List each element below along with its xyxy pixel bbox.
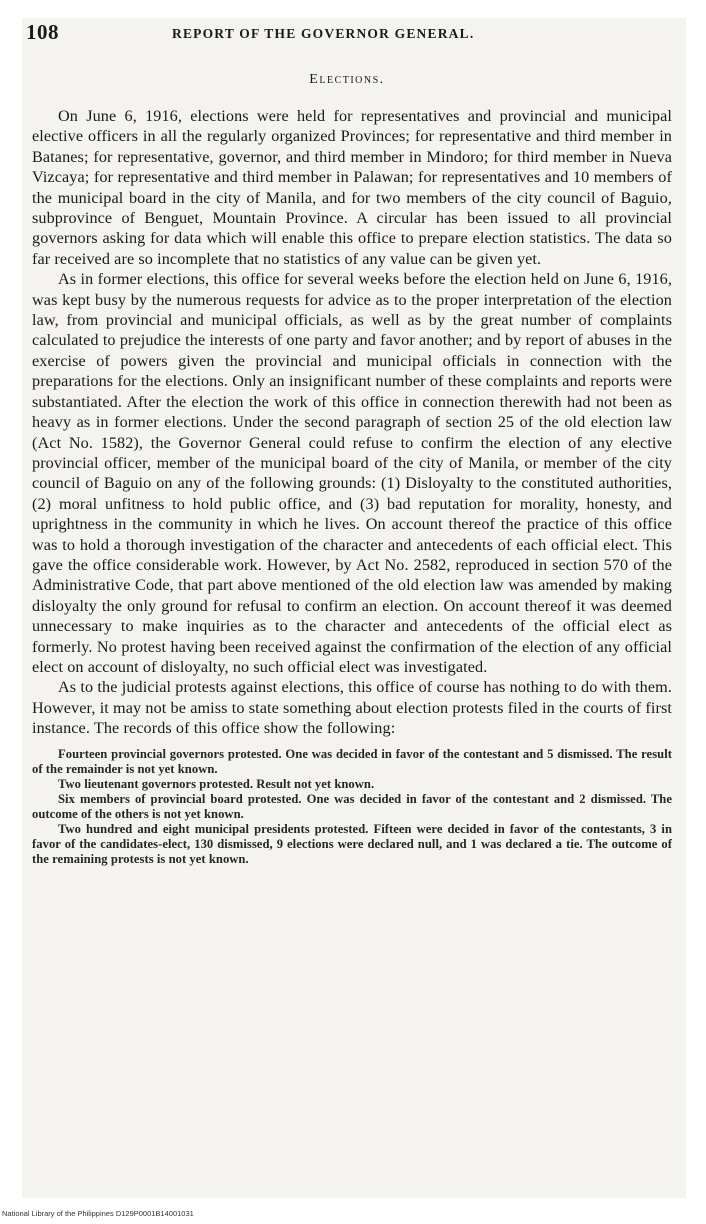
document-page: [22, 18, 686, 1198]
running-header: [22, 18, 672, 48]
list-item: Two hundred and eight municipal presidents protested. Fifteen were decided in favor of the contestants, 3 in favor of the candidates-elect, 130 dismissed, 9 elections were declared null, and 1 was declared a tie. The outcome of the remaining protests is not yet known.: [32, 821, 672, 866]
list-item: Fourteen provincial governors protested. One was decided in favor of the contestant and 5 dismissed. The result of the remainder is not yet known.: [32, 746, 672, 776]
paragraph: As to the judicial protests against elections, this office of course has nothing to do with them. However, it may not be amiss to state something about election protests filed in the courts of first instance. The records of this office show the following:: [32, 678, 672, 738]
section-title: Elections.: [309, 72, 385, 87]
list-item: Two lieutenant governors protested. Result not yet known.: [58, 776, 375, 791]
running-title: REPORT OF THE GOVERNOR GENERAL.: [172, 26, 475, 41]
scan-credit: National Library of the Philippines D129P0001B14001031: [2, 1209, 194, 1218]
paragraph: As in former elections, this office for several weeks before the election held on June 6, 1916, was kept busy by the numerous requests for advice as to the proper interpretation of the election law, from provincial and municipal officials, as well as by the great number of complaints calculated to prejudice the interests of one party and favor another; and by report of abuses in the exercise of powers given the provincial and municipal officials in connection with the preparations for the elections. Only an insignificant number of these complaints and reports were substantiated. After the election the work of this office in connection therewith had not been as heavy as in former elections. Under the second paragraph of section 25 of the old election law (Act No. 1582), the Governor General could refuse to confirm the election of any elective provincial officer, member of the municipal board of the city of Manila, or member of the city council of Baguio on any of the following grounds: (1) Disloyalty to the constituted authorities, (2) moral unfitness to hold public office, and (3) bad reputation for morality, honesty, and uprightness in the community in which he lives. On account thereof the practice of this office was to hold a thorough investigation of the character and antecedents of each official elect. This gave the office considerable work. However, by Act No. 2582, reproduced in section 570 of the Administrative Code, that part above mentioned of the old election law was amended by making disloyalty the only ground for refusal to confirm an election. On account thereof it was deemed unnecessary to make inquiries as to the character and antecedents of the official elect as formerly. No protest having been received against the confirmation of the election of any official elect on account of disloyalty, no such official elect was investigated.: [32, 270, 672, 676]
list-item: Six members of provincial board protested. One was decided in favor of the contestant and 2 dismissed. The outcome of the others is not yet known.: [32, 791, 672, 821]
page-number: 108: [26, 20, 59, 44]
protest-records-list: [32, 747, 672, 867]
paragraph: On June 6, 1916, elections were held for representatives and provincial and municipal elective officers in all the regularly organized Provinces; for representative and third member in Batanes; for representative, governor, and third member in Mindoro; for third member in Nueva Vizcaya; for representative and third member in Palawan; for representatives and 10 members of the municipal board in the city of Manila, and for two members of the city council of Baguio, subprovince of Benguet, Mountain Province. A circular has been issued to all provincial governors asking for data which will enable this office to prepare election statistics. The data so far received are so incomplete that no statistics of any value can be given yet.: [32, 107, 672, 268]
